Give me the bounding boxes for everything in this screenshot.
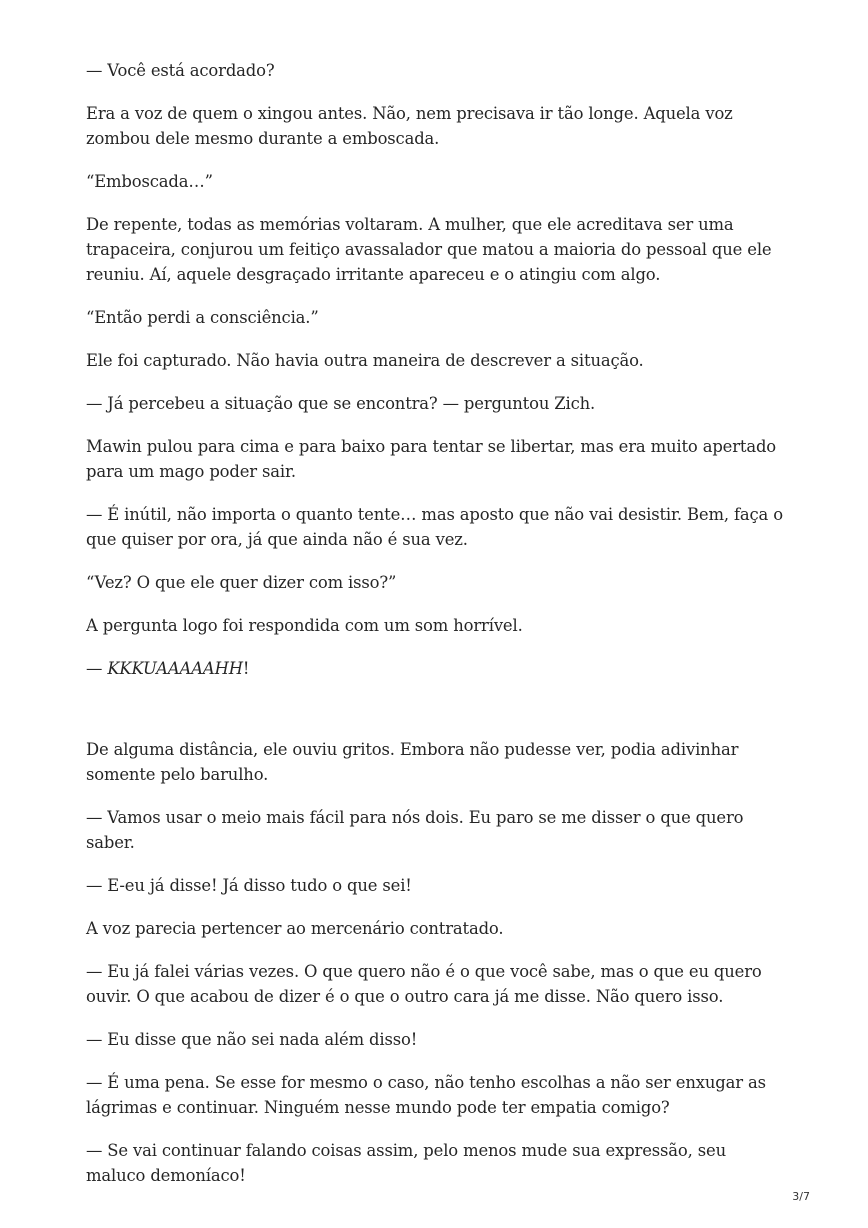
paragraph-19: — É uma pena. Se esse for mesmo o caso, não tenho escolhas a não ser enxugar as lágrimas e continuar. Ninguém nesse mundo pode ter empatia comigo?: [86, 1073, 766, 1117]
paragraph-12-scream: [86, 656, 786, 681]
paragraph-11: A pergunta logo foi respondida com um som horrível.: [86, 616, 523, 635]
scream-prefix: —: [86, 659, 108, 678]
paragraph-10: “Vez? O que ele quer dizer com isso?”: [86, 573, 397, 592]
paragraph-3: “Emboscada…”: [86, 172, 213, 191]
paragraph-20: — Se vai continuar falando coisas assim, pelo menos mude sua expressão, seu maluco demoníaco!: [86, 1141, 726, 1185]
paragraph-17: — Eu já falei várias vezes. O que quero não é o que você sabe, mas o que eu quero ouvir. O que acabou de dizer é o que o outro cara já me disse. Não quero isso.: [86, 962, 762, 1006]
scream-suffix: !: [242, 659, 250, 678]
paragraph-13: De alguma distância, ele ouviu gritos. Embora não pudesse ver, podia adivinhar somente pelo barulho.: [86, 740, 739, 784]
scream-italic: KKKUAAAAAHH: [107, 659, 243, 678]
page-number: 3/7: [792, 1190, 810, 1203]
paragraph-15: — E-eu já disse! Já disso tudo o que sei!: [86, 876, 412, 895]
paragraph-18: — Eu disse que não sei nada além disso!: [86, 1030, 418, 1049]
paragraph-4: De repente, todas as memórias voltaram. A mulher, que ele acreditava ser uma trapaceira, conjurou um feitiço avassalador que matou a maioria do pessoal que ele reuniu. Aí, aquele desgraçado irritante apareceu e o atingiu com algo.: [86, 215, 772, 284]
paragraph-6: Ele foi capturado. Não havia outra maneira de descrever a situação.: [86, 351, 644, 370]
paragraph-1: — Você está acordado?: [86, 61, 275, 80]
paragraph-9: — É inútil, não importa o quanto tente… mas aposto que não vai desistir. Bem, faça o que quiser por ora, já que ainda não é sua vez.: [86, 505, 783, 549]
paragraph-16: A voz parecia pertencer ao mercenário contratado.: [86, 919, 504, 938]
paragraph-5: “Então perdi a consciência.”: [86, 308, 319, 327]
paragraph-2: Era a voz de quem o xingou antes. Não, nem precisava ir tão longe. Aquela voz zombou dele mesmo durante a emboscada.: [86, 104, 733, 148]
body-text: [86, 58, 786, 1206]
paragraph-7: — Já percebeu a situação que se encontra? — perguntou Zich.: [86, 394, 596, 413]
paragraph-8: Mawin pulou para cima e para baixo para tentar se libertar, mas era muito apertado para um mago poder sair.: [86, 437, 777, 481]
paragraph-14: — Vamos usar o meio mais fácil para nós dois. Eu paro se me disser o que quero saber.: [86, 808, 744, 852]
